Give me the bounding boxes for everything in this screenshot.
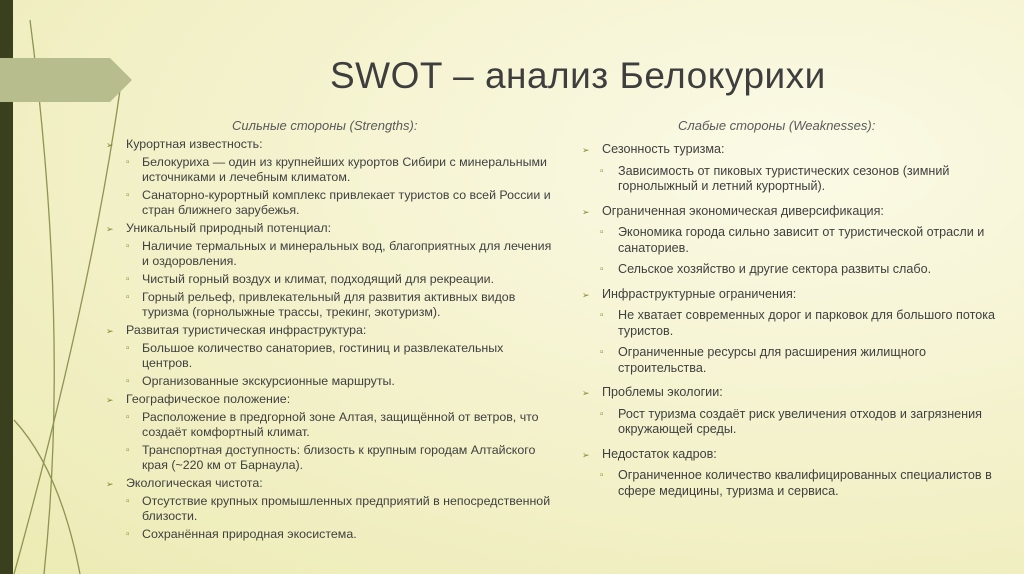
weaknesses-item-label: Проблемы экологии: — [602, 385, 723, 399]
arrow-banner — [0, 58, 132, 102]
strengths-subitem — [104, 290, 556, 320]
strengths-item — [104, 476, 556, 491]
weaknesses-item-label: Ограниченная экономическая диверсификация: — [602, 203, 884, 218]
arrow-bullet-icon: ➢ — [106, 395, 114, 405]
weaknesses-subitem-text: Зависимость от пиковых туристических сезонов (зимний горнолыжный и летний курортный). — [618, 163, 950, 193]
strengths-subitem — [104, 341, 556, 371]
weaknesses-item-label: Сезонность туризма: — [602, 142, 725, 156]
strengths-subitem — [104, 410, 556, 440]
page-title: SWOT – анализ Белокурихи — [330, 55, 826, 96]
strengths-subitem-text: Санаторно-курортный комплекс привлекает туристов со всей России и стран ближнего зарубежья. — [142, 188, 551, 217]
weaknesses-list — [580, 142, 1000, 499]
strengths-heading: Сильные стороны (Strengths): — [232, 118, 418, 133]
square-bullet-icon: ▫ — [126, 412, 130, 423]
weaknesses-subitem-text: Ограниченные ресурсы для расширения жилищного строительства. — [618, 345, 926, 375]
square-bullet-icon: ▫ — [126, 445, 130, 456]
strengths-item-label: Географическое положение: — [126, 392, 291, 406]
square-bullet-icon: ▫ — [126, 274, 130, 285]
strengths-subitem-text: Большое количество санаториев, гостиниц и развлекательных центров. — [142, 341, 504, 370]
arrow-bullet-icon: ➢ — [582, 206, 590, 217]
weaknesses-subitem — [580, 262, 1000, 278]
square-bullet-icon: ▫ — [600, 264, 604, 275]
arrow-bullet-icon: ➢ — [106, 140, 114, 150]
weaknesses-heading: Слабые стороны (Weaknesses): — [678, 118, 876, 133]
square-bullet-icon: ▫ — [126, 376, 130, 387]
square-bullet-icon: ▫ — [126, 496, 130, 507]
strengths-subitem-text: Горный рельеф, привлекательный для развития активных видов туризма (горнолыжные трассы, трекинг, экотуризм). — [142, 290, 516, 319]
weaknesses-subitem — [580, 308, 1000, 339]
square-bullet-icon: ▫ — [126, 157, 130, 168]
strengths-item — [104, 392, 556, 407]
strengths-subitem-text: Чистый горный воздух и климат, подходящий для рекреации. — [142, 272, 495, 286]
arrow-bullet-icon: ➢ — [106, 479, 114, 489]
weaknesses-subitem — [580, 225, 1000, 256]
weaknesses-item — [580, 204, 1000, 220]
strengths-item-label: Экологическая чистота: — [126, 476, 263, 490]
weaknesses-item — [580, 142, 1000, 158]
weaknesses-subitem — [580, 468, 1000, 499]
square-bullet-icon: ▫ — [600, 347, 604, 358]
weaknesses-item-label: Инфраструктурные ограничения: — [602, 286, 797, 301]
weaknesses-subitem-text: Экономика города сильно зависит от туристической отрасли и санаториев. — [618, 225, 985, 255]
weaknesses-subitem — [580, 345, 1000, 376]
weaknesses-item — [580, 447, 1000, 463]
strengths-subitem — [104, 527, 556, 542]
arrow-bullet-icon: ➢ — [582, 388, 590, 398]
square-bullet-icon: ▫ — [600, 165, 604, 177]
strengths-subitem-text: Расположение в предгорной зоне Алтая, защищённой от ветров, что создаёт комфортный климат. — [142, 410, 539, 439]
weaknesses-subitem-text: Рост туризма создаёт риск увеличения отходов и загрязнения окружающей среды. — [618, 406, 982, 436]
square-bullet-icon: ▫ — [126, 529, 130, 540]
strengths-subitem-text: Организованные экскурсионные маршруты. — [142, 374, 395, 388]
strengths-item — [104, 221, 556, 236]
strengths-item-label: Курортная известность: — [126, 137, 263, 151]
arrow-bullet-icon: ➢ — [582, 145, 590, 155]
strengths-column — [104, 118, 556, 542]
strengths-item-label: Уникальный природный потенциал: — [126, 221, 332, 235]
strengths-subitem-text: Транспортная доступность: близость к крупным городам Алтайского края (~220 км от Барнаула). — [142, 443, 536, 472]
weaknesses-subitem-text: Сельское хозяйство и другие сектора развиты слабо. — [618, 262, 932, 276]
weaknesses-column — [580, 118, 1000, 499]
square-bullet-icon: ▫ — [600, 408, 604, 420]
square-bullet-icon: ▫ — [126, 190, 130, 201]
strengths-subitem-text: Сохранённая природная экосистема. — [142, 527, 357, 541]
strengths-subitem-text: Отсутствие крупных промышленных предприятий в непосредственной близости. — [142, 494, 551, 523]
weaknesses-subitem-text: Не хватает современных дорог и парковок для большого потока туристов. — [618, 308, 996, 338]
weaknesses-subitem-text: Ограниченное количество квалифицированных специалистов в сфере медицины, туризма и сервиса. — [618, 468, 992, 498]
square-bullet-icon: ▫ — [126, 292, 130, 303]
strengths-list — [104, 137, 556, 542]
strengths-subitem — [104, 272, 556, 287]
strengths-subitem-text: Наличие термальных и минеральных вод, благоприятных для лечения и оздоровления. — [142, 239, 552, 268]
weaknesses-subitem — [580, 407, 1000, 438]
square-bullet-icon: ▫ — [126, 343, 130, 354]
square-bullet-icon: ▫ — [600, 227, 604, 238]
arrow-bullet-icon: ➢ — [582, 449, 590, 460]
strengths-subitem — [104, 494, 556, 524]
strengths-subitem-text: Белокуриха — один из крупнейших курортов Сибири с минеральными источниками и лечебным климатом. — [142, 155, 547, 184]
strengths-item — [104, 137, 556, 152]
arrow-bullet-icon: ➢ — [582, 289, 590, 300]
strengths-subitem — [104, 155, 556, 185]
strengths-subitem — [104, 443, 556, 473]
square-bullet-icon: ▫ — [600, 310, 604, 321]
weaknesses-item-label: Недостаток кадров: — [602, 446, 717, 461]
arrow-bullet-icon: ➢ — [106, 224, 114, 234]
weaknesses-item — [580, 385, 1000, 401]
arrow-bullet-icon: ➢ — [106, 326, 114, 336]
strengths-item-label: Развитая туристическая инфраструктура: — [126, 323, 367, 337]
strengths-subitem — [104, 239, 556, 269]
strengths-subitem — [104, 188, 556, 218]
diagonal-line-3 — [14, 420, 80, 574]
weaknesses-item — [580, 287, 1000, 303]
strengths-subitem — [104, 374, 556, 389]
diagonal-line-2 — [30, 20, 54, 574]
square-bullet-icon: ▫ — [126, 241, 130, 252]
square-bullet-icon: ▫ — [600, 470, 604, 481]
weaknesses-subitem — [580, 164, 1000, 195]
strengths-item — [104, 323, 556, 338]
